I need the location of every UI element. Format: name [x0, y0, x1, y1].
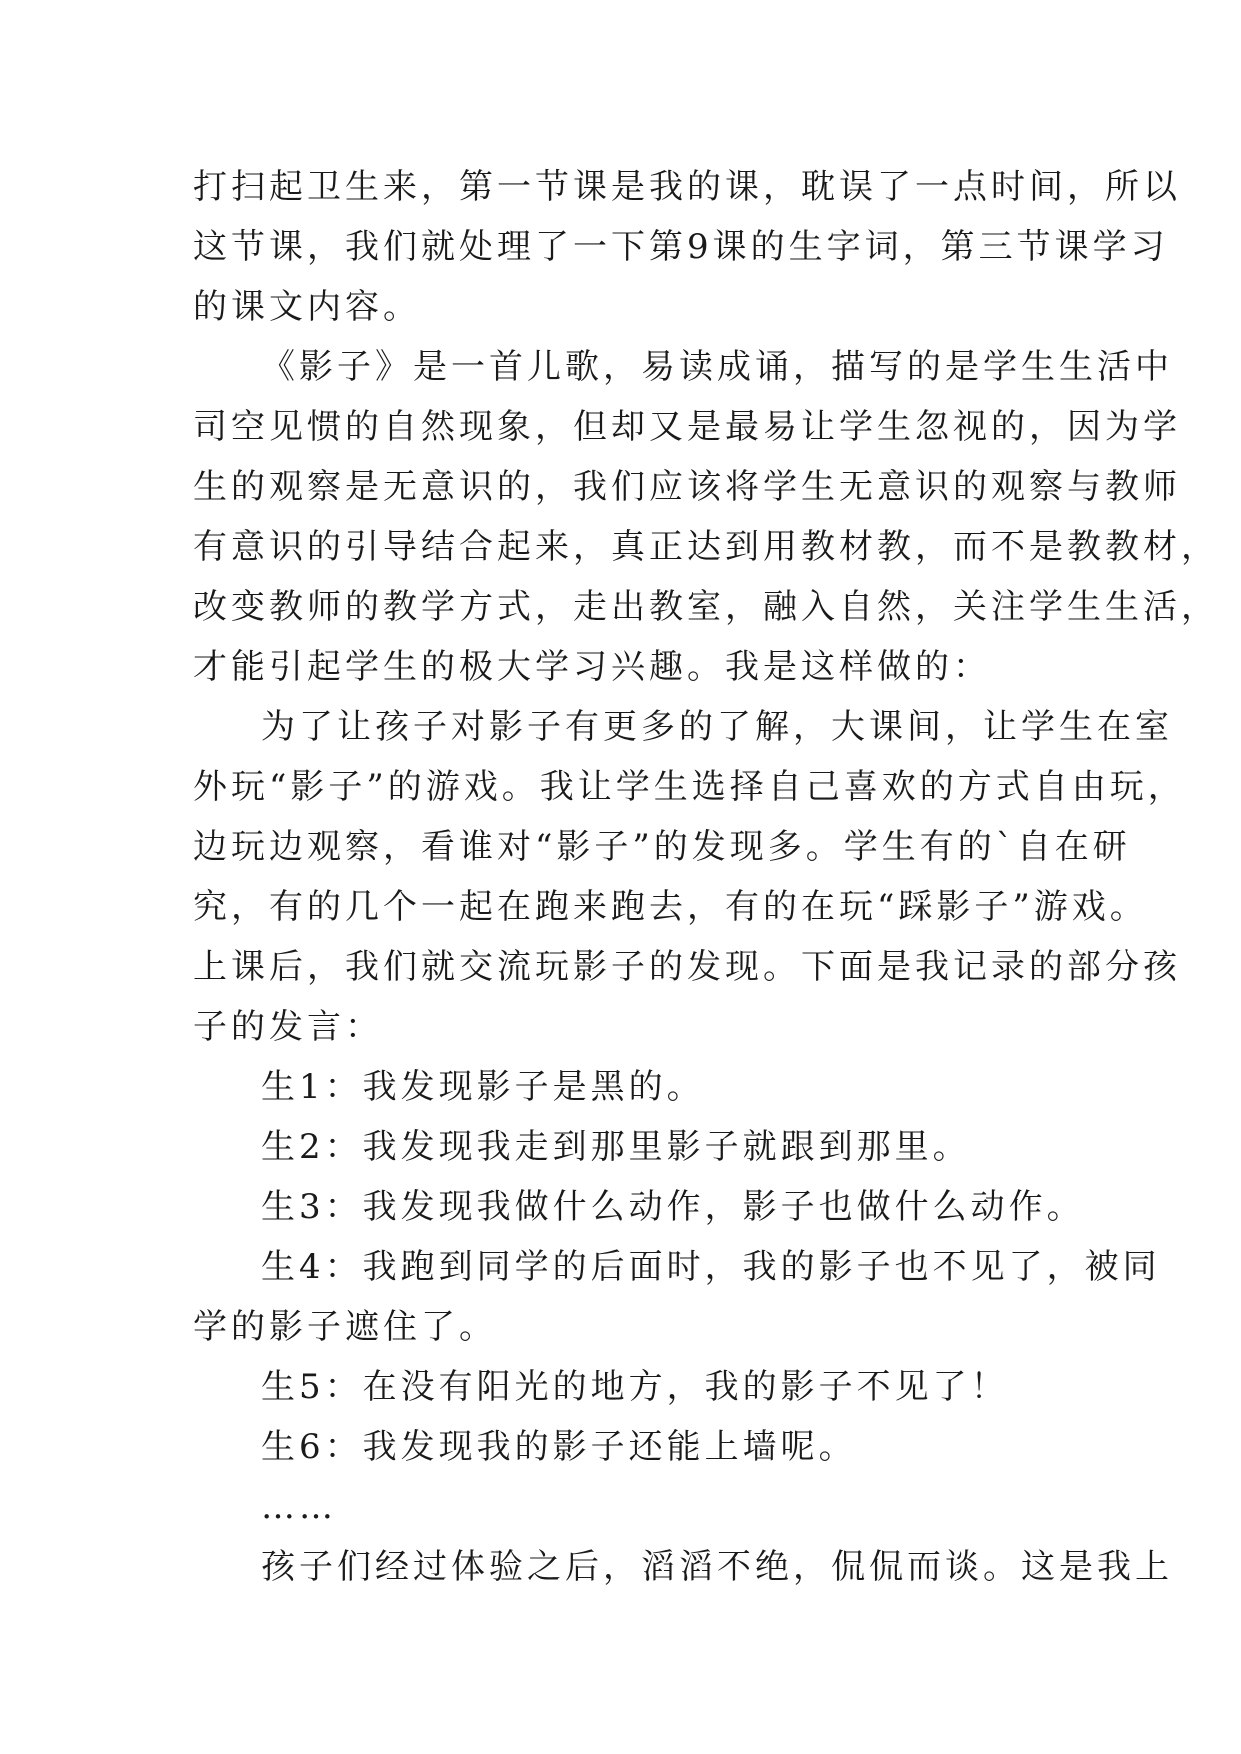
text-line: 外玩“影子”的游戏。我让学生选择自己喜欢的方式自由玩， [193, 767, 1186, 807]
paragraph-start-line: 《影子》是一首儿歌，易读成诵，描写的是学生生活中 [261, 347, 1173, 387]
text-line: 这节课，我们就处理了一下第9课的生字词，第三节课学习 [193, 227, 1169, 267]
text-line: 改变教师的教学方式，走出教室，融入自然，关注学生生活， [193, 587, 1219, 627]
text-line: 的课文内容。 [193, 287, 421, 327]
paragraph-start-line: 为了让孩子对影子有更多的了解，大课间，让学生在室 [261, 707, 1173, 747]
text-line: 子的发言： [193, 1007, 383, 1047]
student-quote-line: 生5：在没有阳光的地方，我的影子不见了！ [261, 1367, 1009, 1407]
text-line: 才能引起学生的极大学习兴趣。我是这样做的： [193, 647, 991, 687]
student-quote-line: 生1：我发现影子是黑的。 [261, 1067, 705, 1107]
body-text [193, 157, 1219, 1597]
text-line: 边玩边观察，看谁对“影子”的发现多。学生有的`自在研 [193, 827, 1131, 867]
student-quote-line: 生3：我发现我做什么动作，影子也做什么动作。 [261, 1187, 1085, 1227]
student-quote-line: 生2：我发现我走到那里影子就跟到那里。 [261, 1127, 971, 1167]
text-line: 上课后，我们就交流玩影子的发现。下面是我记录的部分孩 [193, 947, 1181, 987]
paragraph-start-line: 孩子们经过体验之后，滔滔不绝，侃侃而谈。这是我上 [261, 1547, 1173, 1587]
text-line: 学的影子遮住了。 [193, 1307, 497, 1347]
text-line: 有意识的引导结合起来，真正达到用教材教，而不是教教材， [193, 527, 1219, 567]
text-line: 司空见惯的自然现象，但却又是最易让学生忽视的，因为学 [193, 407, 1181, 447]
student-quote-line: 生6：我发现我的影子还能上墙呢。 [261, 1427, 857, 1467]
text-line: 打扫起卫生来，第一节课是我的课，耽误了一点时间，所以 [193, 167, 1181, 207]
ellipsis-line: …… [261, 1487, 337, 1527]
text-line: 生的观察是无意识的，我们应该将学生无意识的观察与教师 [193, 467, 1181, 507]
text-line: 究，有的几个一起在跑来跑去，有的在玩“踩影子”游戏。 [193, 887, 1148, 927]
student-quote-line: 生4：我跑到同学的后面时，我的影子也不见了，被同 [261, 1247, 1161, 1287]
